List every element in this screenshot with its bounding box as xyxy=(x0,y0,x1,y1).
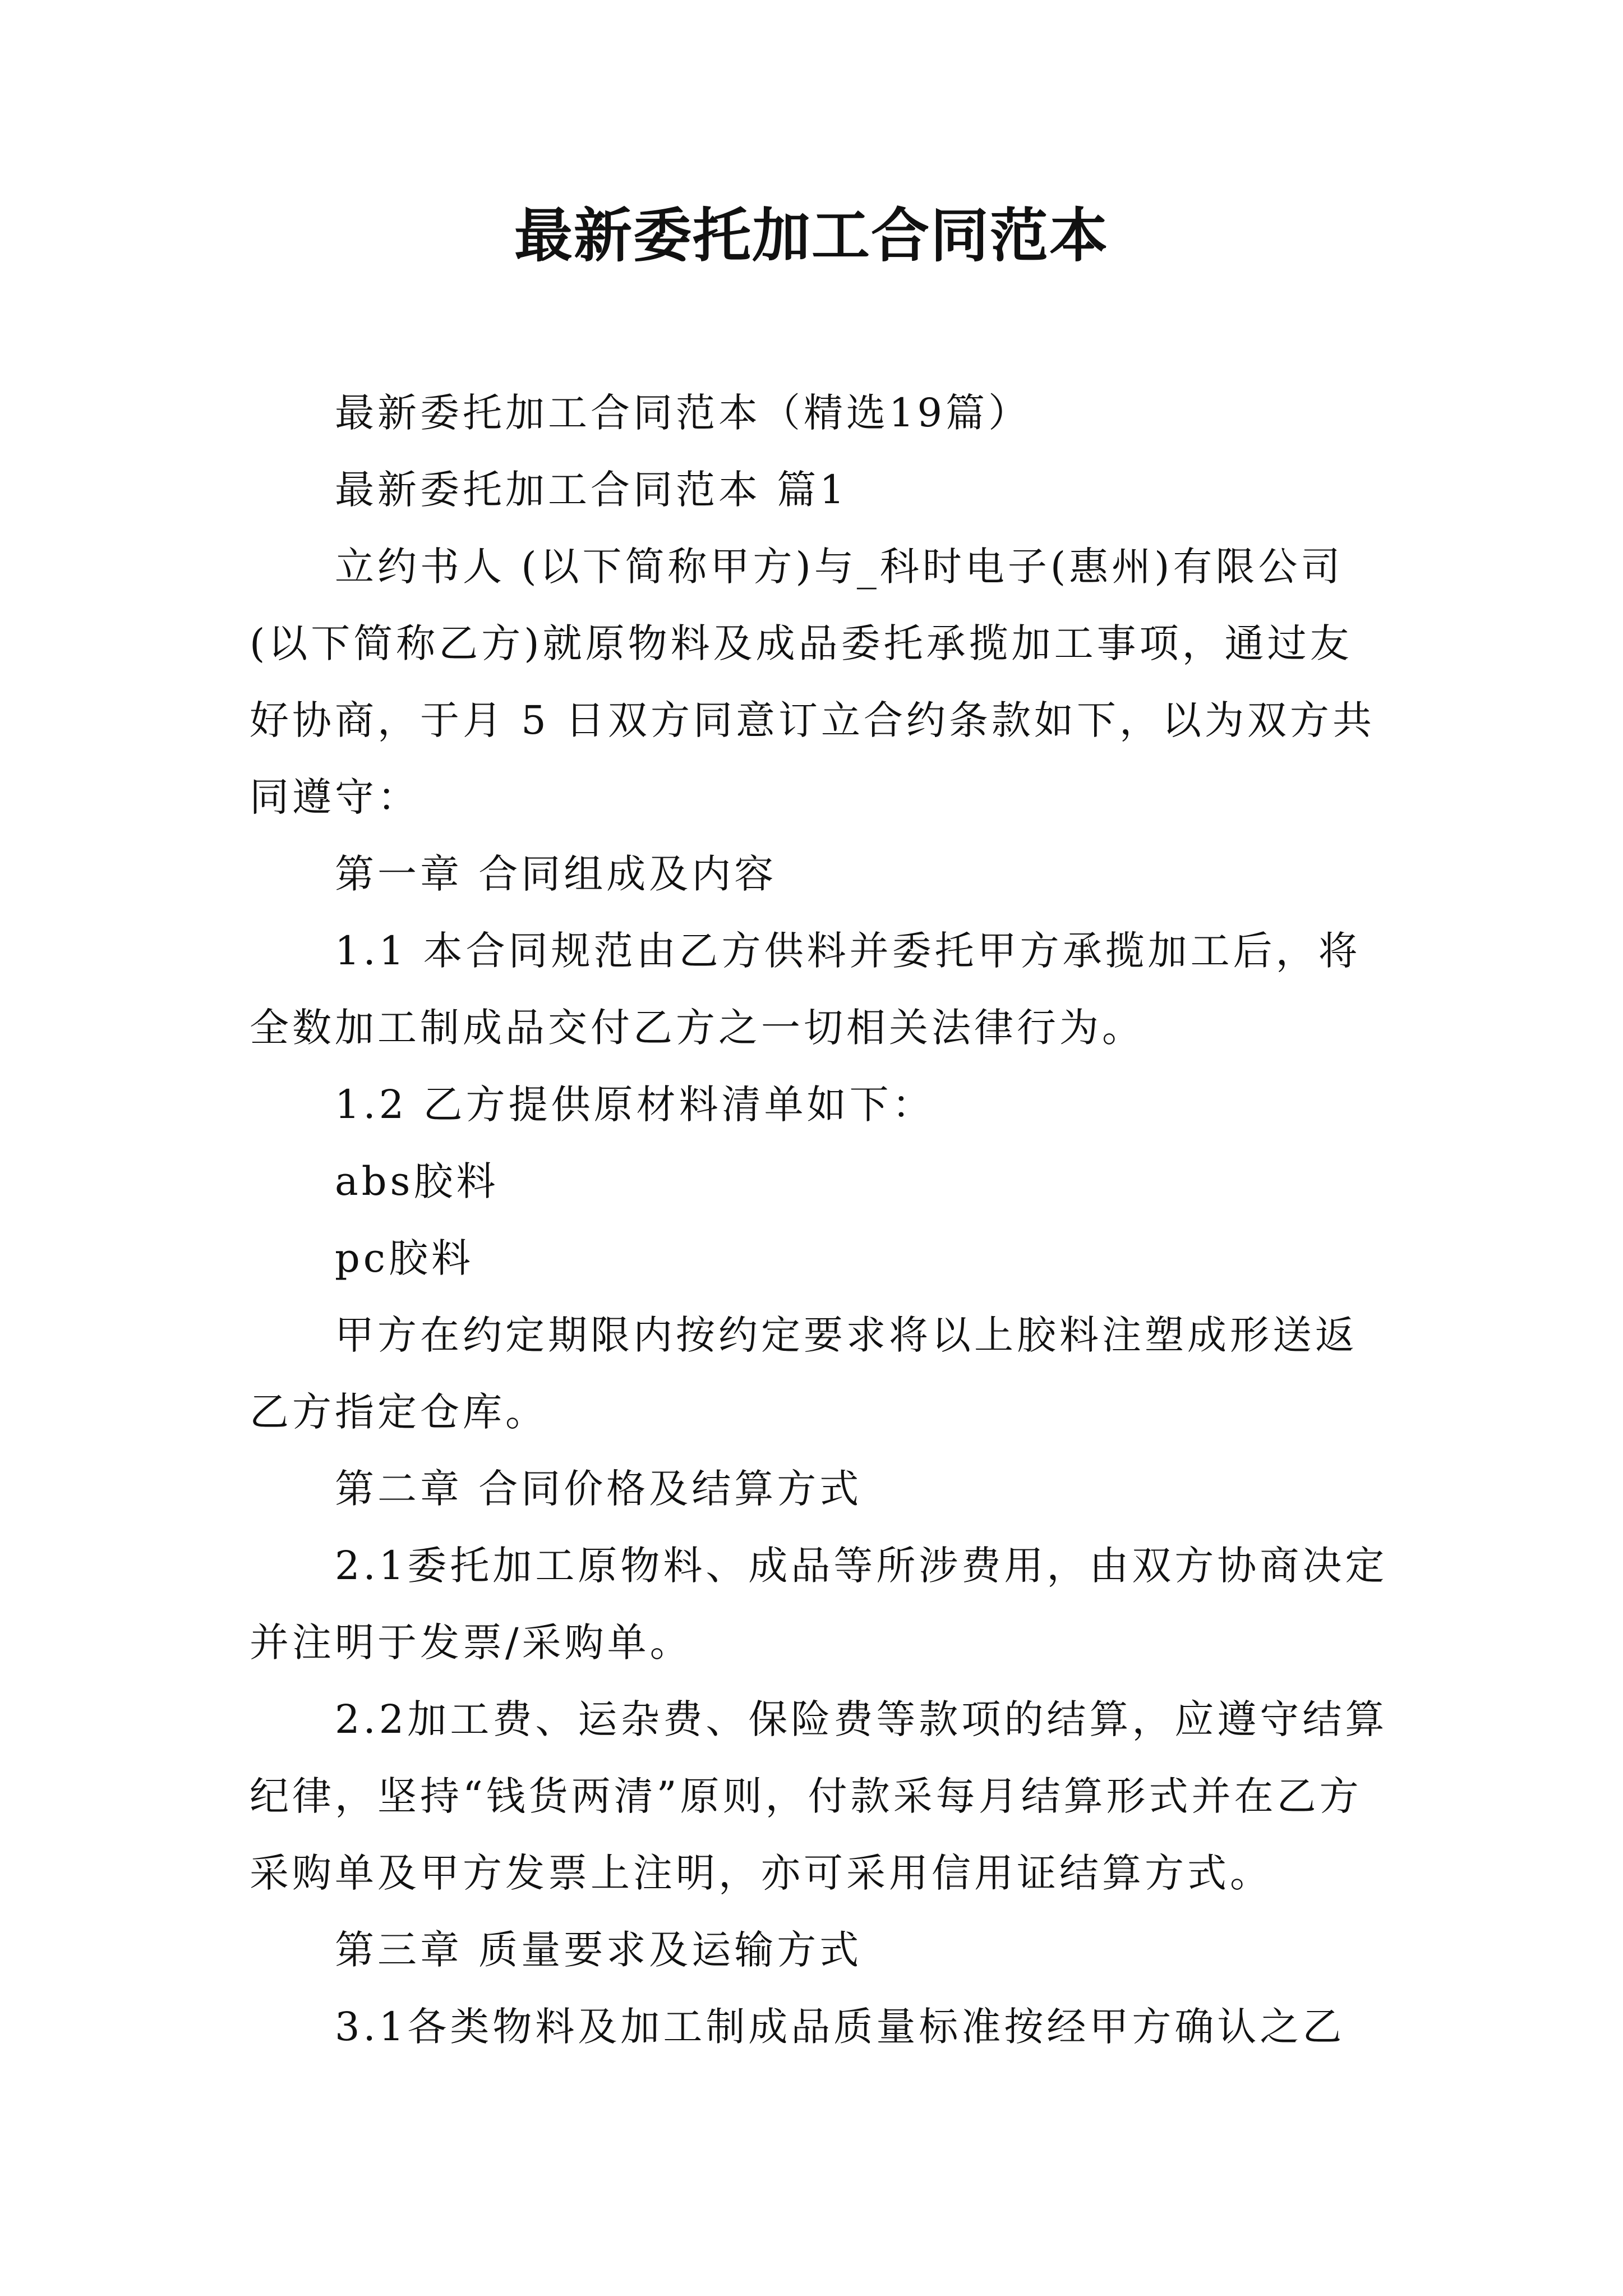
clause-1-2: 1.2 乙方提供原材料清单如下： xyxy=(335,1082,935,1128)
clause-3-1: 3.1各类物料及加工制成品质量标准按经甲方确认之乙 xyxy=(335,2004,1345,2050)
paragraph-section-heading: 最新委托加工合同范本 篇1 xyxy=(335,467,848,513)
document-title: 最新委托加工合同范本 xyxy=(514,201,1109,270)
chapter-2-heading: 第二章 合同价格及结算方式 xyxy=(335,1466,863,1512)
material-abs: abs胶料 xyxy=(335,1158,499,1204)
material-pc: pc胶料 xyxy=(335,1235,474,1281)
clause-2-1: 2.1委托加工原物料、成品等所涉费用，由双方协商决定并注明于发票/采购单。 xyxy=(250,1543,1388,1665)
chapter-1-heading: 第一章 合同组成及内容 xyxy=(335,851,777,897)
paragraph-subtitle: 最新委托加工合同范本（精选19篇） xyxy=(335,390,1031,436)
paragraph-preamble: 立约书人 (以下简称甲方)与_科时电子(惠州)有限公司(以下简称乙方)就原物料及成品委托承揽加工事项，通过友好协商，于月 5 日双方同意订立合约条款如下，以为双方共同遵守： xyxy=(250,544,1376,820)
clause-1-1: 1.1 本合同规范由乙方供料并委托甲方承揽加工后，将全数加工制成品交付乙方之一切相关法律行为。 xyxy=(250,928,1361,1051)
clause-2-2: 2.2加工费、运杂费、保险费等款项的结算，应遵守结算纪律，坚持“钱货两清”原则，付款采每月结算形式并在乙方采购单及甲方发票上注明，亦可采用信用证结算方式。 xyxy=(250,1696,1388,1896)
document-body xyxy=(250,375,1388,2065)
chapter-3-heading: 第三章 质量要求及运输方式 xyxy=(335,1927,863,1973)
paragraph-delivery: 甲方在约定期限内按约定要求将以上胶料注塑成形送返乙方指定仓库。 xyxy=(250,1312,1358,1435)
